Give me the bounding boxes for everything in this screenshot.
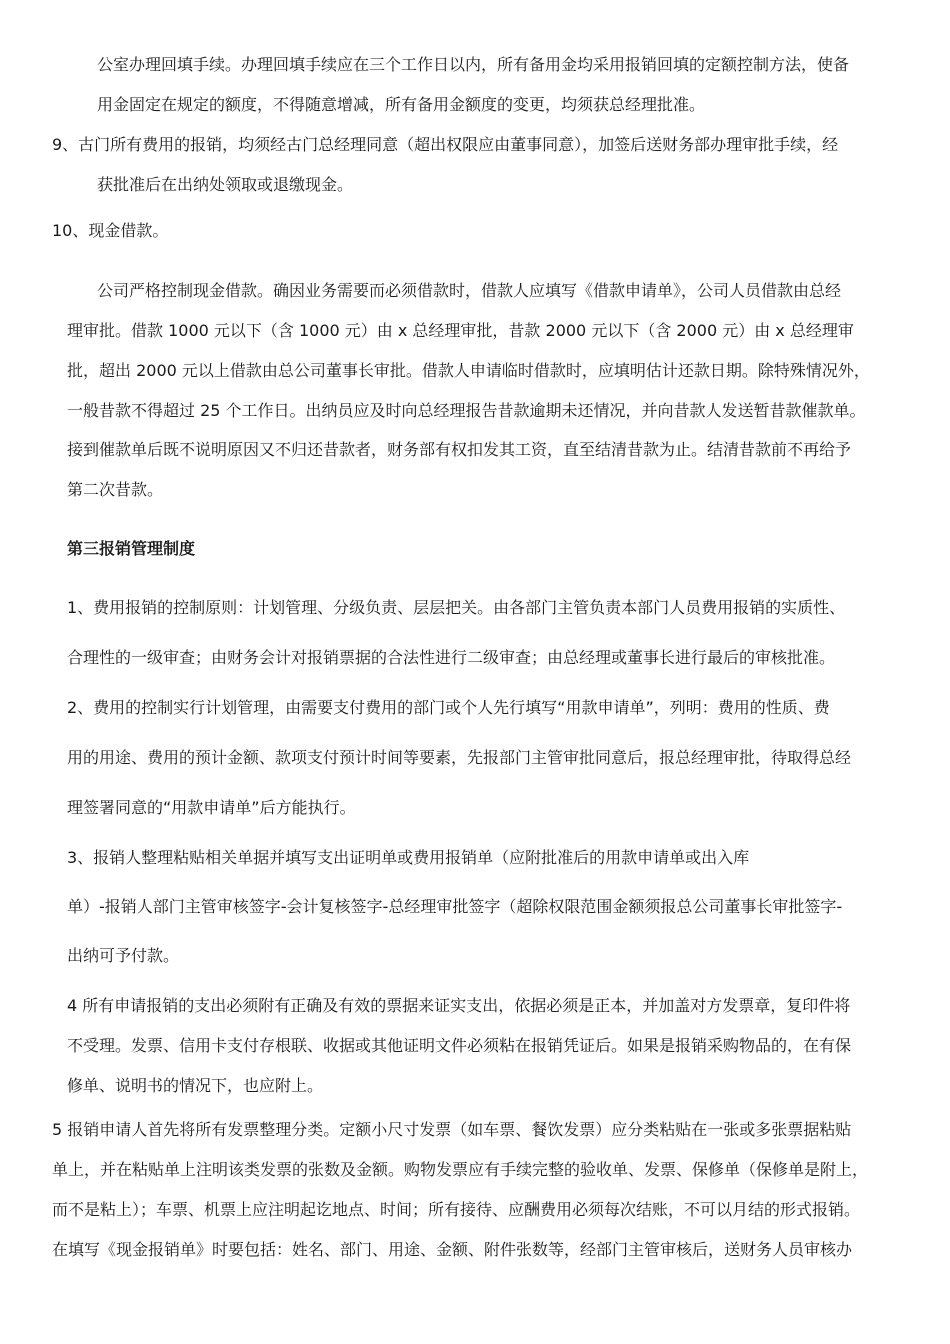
text-line: 修单、说明书的情况下，也应附上。 bbox=[67, 1076, 324, 1095]
text-line: 10、现金借款。 bbox=[52, 221, 169, 240]
text-line: 3、报销人整理粘贴相关单据并填写支出证明单或费用报销单（应附批准后的用款申请单或出入库 bbox=[67, 848, 750, 867]
text-line: 4 所有申请报销的支出必须附有正确及有效的票据来证实支出，依据必须是正本，并加盖对方发票章，复印件将 bbox=[67, 996, 851, 1015]
text-line: 公司严格控制现金借款。确因业务需要而必须借款时，借款人应填写《借款申请单》，公司人员借款由总经 bbox=[97, 281, 842, 300]
text-line: 单上，并在粘贴单上注明该类发票的张数及金额。购物发票应有手续完整的验收单、发票、保修单（保修单是附上， bbox=[52, 1160, 869, 1179]
text-line: 而不是粘上）；车票、机票上应注明起讫地点、时间；所有接待、应酬费用必须每次结账，不可以月结的形式报销。 bbox=[52, 1200, 861, 1219]
text-line: 不受理。发票、信用卡支付存根联、收据或其他证明文件必须粘在报销凭证后。如果是报销采购物品的，在有保 bbox=[67, 1036, 852, 1055]
text-line: 用的用途、费用的预计金额、款项支付预计时间等要素，先报部门主管审批同意后，报总经理审批，待取得总经 bbox=[67, 748, 852, 767]
text-line: 1、费用报销的控制原则：计划管理、分级负责、层层把关。由各部门主管负责本部门人员费用报销的实质性、 bbox=[67, 598, 846, 617]
text-line: 获批准后在出纳处领取或退缴现金。 bbox=[97, 175, 354, 194]
text-line: 在填写《现金报销单》时要包括：姓名、部门、用途、金额、附件张数等，经部门主管审核后，送财务人员审核办 bbox=[52, 1240, 853, 1259]
text-line: 理审批。借款 1000 元以下（含 1000 元）由 x 总经理审批，昔款 2000 元以下（含 2000 元）由 x 总经理审 bbox=[67, 321, 854, 340]
text-line: 批，超出 2000 元以上借款由总公司董事长审批。借款人申请临时借款时，应填明估计还款日期。除特殊情况外， bbox=[67, 361, 870, 380]
text-line: 出纳可予付款。 bbox=[67, 946, 180, 965]
text-line: 第二次昔款。 bbox=[67, 480, 164, 499]
text-line: 理签署同意的“用款申请单”后方能执行。 bbox=[67, 798, 356, 817]
text-line: 合理性的一级审查；由财务会计对报销票据的合法性进行二级审查；由总经理或董事长进行最后的审核批准。 bbox=[67, 648, 836, 667]
text-line: 接到催款单后既不说明原因又不归还昔款者，财务部有权扣发其工资，直至结清昔款为止。结清昔款前不再给予 bbox=[67, 440, 852, 459]
text-line: 公室办理回填手续。办理回填手续应在三个工作日以内，所有备用金均采用报销回填的定额控制方法，使备 bbox=[97, 55, 850, 74]
section-title: 第三报销管理制度 bbox=[67, 539, 196, 558]
text-line: 5 报销申请人首先将所有发票整理分类。定额小尺寸发票（如车票、餐饮发票）应分类粘贴在一张或多张票据粘贴 bbox=[52, 1120, 852, 1139]
text-line: 用金固定在规定的额度，不得随意增减，所有备用金额度的变更，均须获总经理批准。 bbox=[97, 95, 706, 114]
text-line: 2、费用的控制实行计划管理，由需要支付费用的部门或个人先行填写“用款申请单”，列明：费用的性质、费 bbox=[67, 698, 830, 717]
text-line: 一般昔款不得超过 25 个工作日。出纳员应及时向总经理报告昔款逾期未还情况，并向昔款人发送暂昔款催款单。 bbox=[67, 401, 866, 420]
text-line: 9、古门所有费用的报销，均须经古门总经理同意（超出权限应由董事同意），加签后送财务部办理审批手续，经 bbox=[52, 135, 839, 154]
text-line: 单）-报销人部门主管审核签字-会计复核签字-总经理审批签字（超除权限范围金额须报总公司董事长审批签字- bbox=[67, 897, 843, 916]
